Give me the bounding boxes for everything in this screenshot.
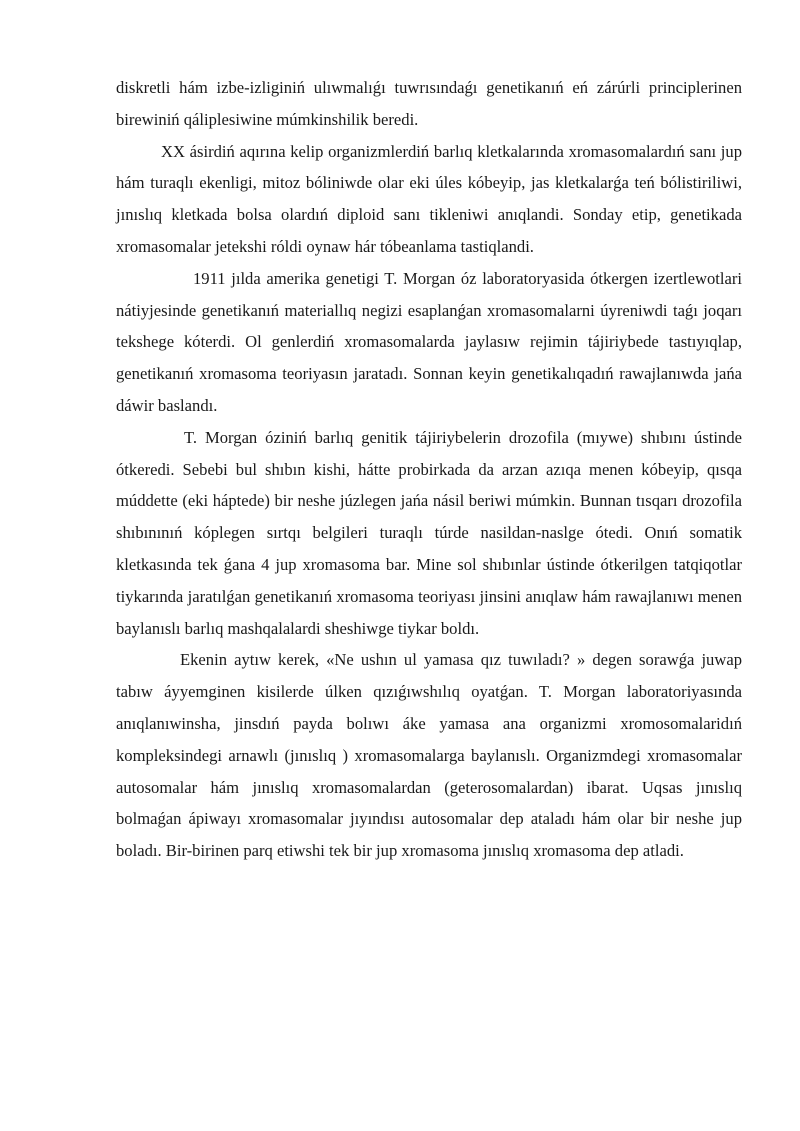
paragraph-continuation: diskretli hám izbe-izliginiń ulıwmalıǵı tuwrısındaǵı genetikanıń eń zárúrli principlerinen birewiniń qáliplesiwine múmkinshilik beredi. xyxy=(116,78,742,129)
document-body xyxy=(116,72,742,867)
paragraph-sex-determination: Ekenin aytıw kerek, «Ne ushın ul yamasa qız tuwıladı? » degen sorawǵa juwap tabıw áyyemginen kisilerde úlken qızıǵıwshılıq oyatǵan. T. Morgan laboratoriyasında anıqlanıwinsha, jinsdıń payda bolıwı áke yamasa ana organizmi xromosomalaridıń kompleksindegi arnawlı (jınıslıq ) xromasomalarga baylanıslı. Organizmdegi xromasomalar autosomalar hám jınıslıq xromasomalardan (geterosomalardan) ibarat. Uqsas jınıslıq bolmaǵan ápiwayı xromasomalar jıyındısı autosomalar dep ataladı hám olar bir neshe jup boladı. Bir-birinen parq etiwshi tek bir jup xromasoma jınıslıq xromasoma dep atladi. xyxy=(116,650,742,861)
paragraph-morgan-1911: 1911 jılda amerika genetigi T. Morgan óz laboratoryasida ótkergen izertlewotlari nátiyjesinde genetikanıń materiallıq negizi esaplanǵan xromasomalarni úyreniwdi taǵı joqarı tekshege kóterdi. Ol genlerdiń xromasomalarda jaylasıw rejimin tájiriybede tastıyıqlap, genetikanıń xromasoma teoriyasın jaratadı. Sonnan keyin genetikalıqadıń rawajlanıwda jańa dáwir baslandı. xyxy=(116,268,742,415)
paragraph-drosophila: T. Morgan óziniń barlıq genitik tájiriybelerin drozofila (mıywe) shıbını ústinde ótkeredi. Sebebi bul shıbın kishi, hátte probirkada da arzan azıqa menen kóbeyip, qısqa múddette (eki háptede) bir neshe júzlegen jańa násil beriwi múmkin. Bunnan tısqarı drozofila shıbınınıń kóplegen sırtqı belgileri turaqlı túrde nasildan-naslge ótedi. Onıń somatik kletkasında tek ǵana 4 jup xromasoma bar. Mine sol shıbınlar ústinde ótkerilgen tatqiqotlar tiykarında jaratılǵan genetikanıń xromasoma teoriyası jinsini anıqlaw hám rawajlanıwı menen baylanıslı barlıq mashqalalardi sheshiwge tiykar boldı. xyxy=(116,427,742,638)
paragraph-xx-century: XX ásirdiń aqırına kelip organizmlerdiń barlıq kletkalarında xromasomalardıń sanı jup hám turaqlı ekenligi, mitoz bóliniwde olar eki úles kóbeyip, jas kletkalarǵa teń bólistiriliwi, jınıslıq kletkada bolsa olardıń diploid sanı tikleniwi anıqlandi. Sonday etip, genetikada xromasomalar jetekshi róldi oynaw hár tóbeanlama tastiqlandi. xyxy=(116,141,742,256)
